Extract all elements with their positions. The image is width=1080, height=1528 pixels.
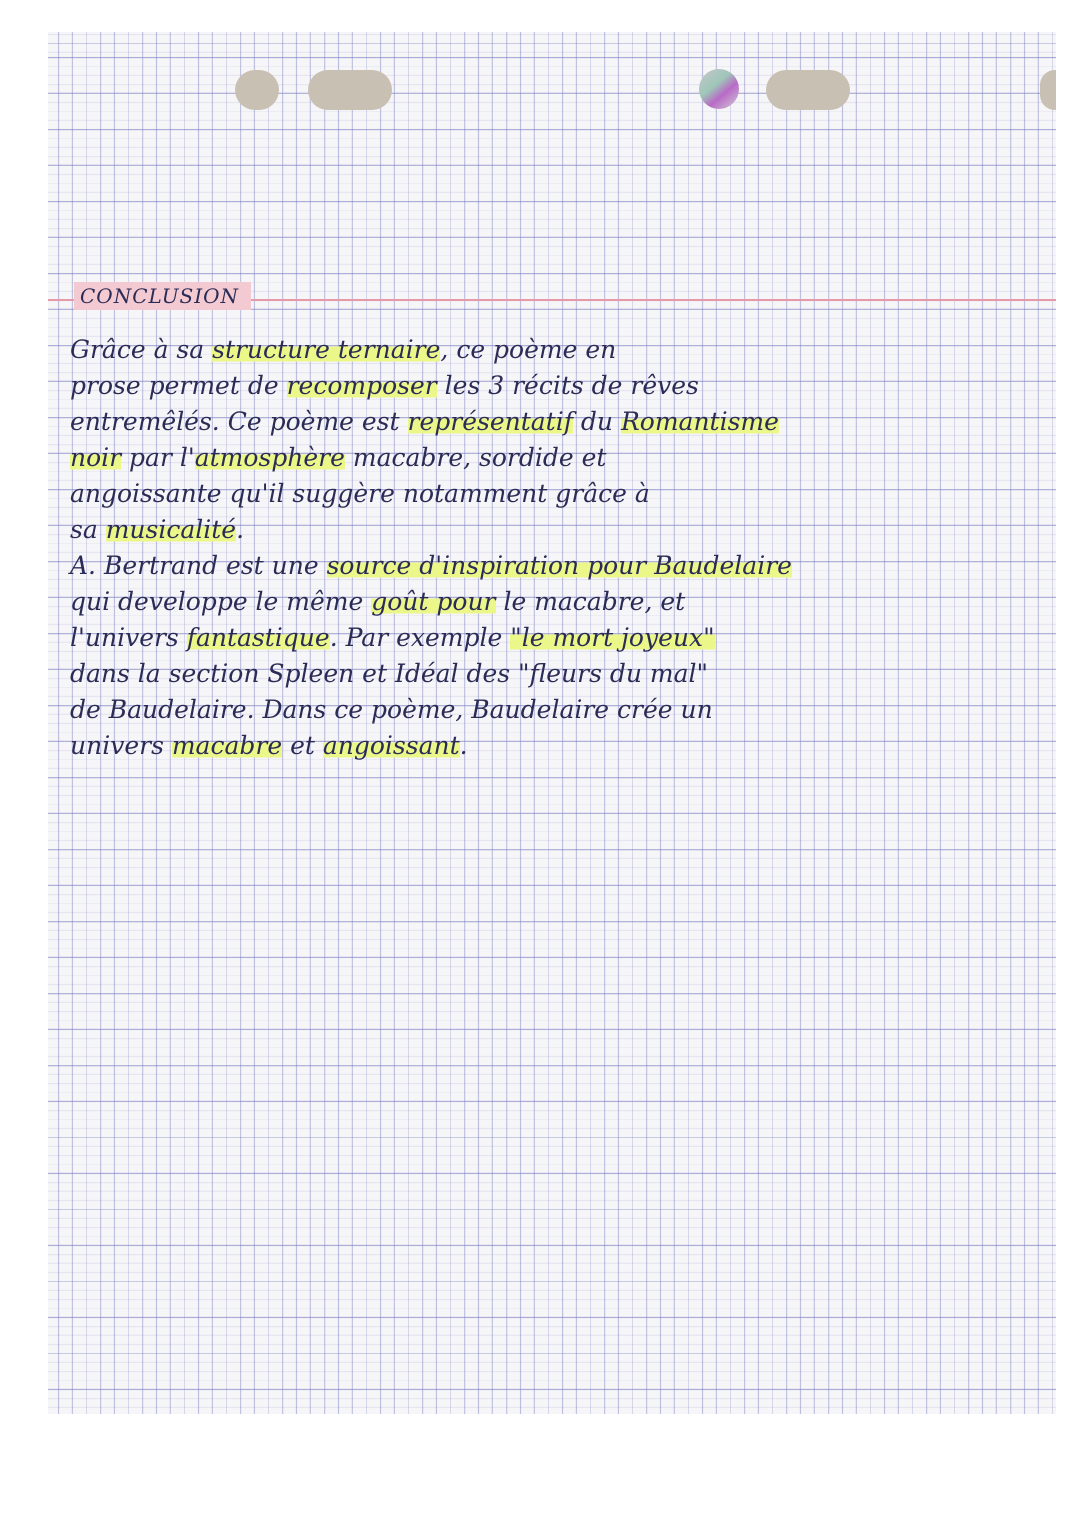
text-line (70, 476, 1055, 512)
section-heading: CONCLUSION (74, 282, 251, 310)
binder-hole-sticker (699, 69, 739, 109)
text-line (70, 584, 1055, 620)
text-line (70, 332, 1055, 368)
text-line (70, 368, 1055, 404)
highlighted-text: structure ternaire (212, 335, 441, 364)
text-line (70, 656, 1055, 692)
text-segment: prose permet de (70, 371, 287, 400)
binder-hole (235, 70, 279, 110)
highlighted-text: "le mort joyeux" (510, 623, 715, 652)
text-segment: les 3 récits de rêves (436, 371, 699, 400)
text-segment: dans la section Spleen et Idéal des "fleurs du mal" (70, 659, 709, 688)
text-segment: l'univers (70, 623, 187, 652)
text-segment: , ce poème en (440, 335, 617, 364)
text-segment: univers (70, 731, 172, 760)
text-segment: . Par exemple (329, 623, 511, 652)
text-segment: macabre, sordide et (344, 443, 607, 472)
text-line (70, 728, 1055, 764)
highlighted-text: fantastique (186, 623, 330, 652)
conclusion-text (70, 332, 1055, 764)
highlighted-text: source d'inspiration pour Baudelaire (326, 551, 792, 580)
highlighted-text: recomposer (286, 371, 437, 400)
text-segment: Grâce à sa (70, 335, 213, 364)
text-segment: le macabre, et (495, 587, 686, 616)
text-line (70, 440, 1055, 476)
text-segment: du (572, 407, 621, 436)
highlighted-text: goût pour (371, 587, 496, 616)
notebook-page (48, 32, 1056, 1414)
highlighted-text: macabre (171, 731, 283, 760)
text-line (70, 512, 1055, 548)
text-segment: par l' (121, 443, 195, 472)
text-line (70, 548, 1055, 584)
text-segment: . (459, 731, 468, 760)
binder-hole (1040, 70, 1056, 110)
text-segment: entremêlés. Ce poème est (70, 407, 408, 436)
text-segment: sa (70, 515, 106, 544)
highlighted-text: musicalité (105, 515, 237, 544)
text-segment: de Baudelaire. Dans ce poème, Baudelaire crée un (70, 695, 713, 724)
binder-hole (308, 70, 392, 110)
highlighted-text: atmosphère (194, 443, 345, 472)
binder-hole (766, 70, 850, 110)
highlighted-text: noir (70, 443, 122, 472)
text-segment: A. Bertrand est une (70, 551, 327, 580)
text-segment: qui developpe le même (70, 587, 372, 616)
text-segment: . (236, 515, 245, 544)
text-segment: angoissante qu'il suggère notamment grâce à (70, 479, 650, 508)
text-line (70, 404, 1055, 440)
text-line (70, 692, 1055, 728)
text-segment: et (282, 731, 323, 760)
text-line (70, 620, 1055, 656)
highlighted-text: Romantisme (620, 407, 779, 436)
highlighted-text: angoissant (322, 731, 460, 760)
highlighted-text: représentatif (407, 407, 573, 436)
